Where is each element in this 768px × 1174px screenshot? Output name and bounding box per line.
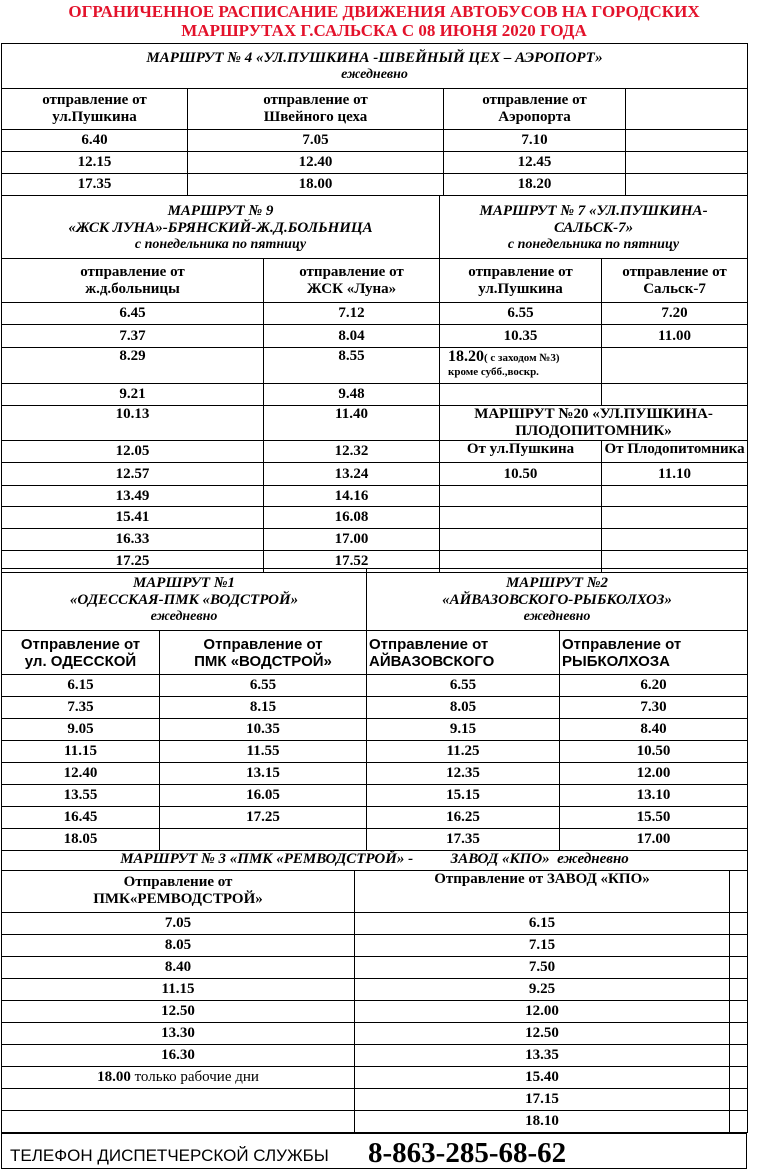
table-row: 16.30 13.35 [2,1044,748,1066]
table-row: 12.05 12.32 От ул.Пушкина От Плодопитомника [2,441,748,463]
route7-days: с понедельника по пятницу [507,236,680,252]
dispatcher-phone: 8-863-285-68-62 [368,1137,567,1169]
route9-table [1,195,748,573]
table-row: 13.30 12.50 [2,1022,748,1044]
table-row: 8.29 8.55 18.20( с заходом №3) кроме субб.,воскр. [2,348,748,384]
route4-days: ежедневно [341,67,408,82]
table-row: 11.15 9.25 [2,978,748,1000]
route4-title: МАРШРУТ № 4 «УЛ.ПУШКИНА -ШВЕЙНЫЙ ЦЕХ – АЭРОПОРТ» [146,50,603,66]
route4-col3-header: отправление от Аэропорта [444,89,626,130]
table-row: 17.35 18.00 18.20 [2,174,748,196]
route3-table [1,850,748,1133]
table-row: 18.10 [2,1110,748,1132]
page-title-line1: ОГРАНИЧЕННОЕ РАСПИСАНИЕ ДВИЖЕНИЯ АВТОБУСОВ НА ГОРОДСКИХ [68,2,700,21]
table-row: 9.05 10.35 9.15 8.40 [2,719,748,741]
table-row: 12.57 13.24 10.50 11.10 [2,463,748,486]
table-row: 13.49 14.16 [2,486,748,507]
table-row: 7.05 6.15 [2,912,748,934]
route9-days: с понедельника по пятницу [134,236,307,252]
route9-title1: МАРШРУТ № 9 [167,202,274,219]
table-row: 17.15 [2,1088,748,1110]
table-row: 6.45 7.12 6.55 7.20 [2,303,748,325]
route1-2-table [1,568,748,851]
route7-col2-header: отправление от Сальск-7 [602,259,748,303]
table-row: 7.37 8.04 10.35 11.00 [2,325,748,348]
route4-col2-header: отправление от Швейного цеха [188,89,444,130]
route4-header [2,44,748,89]
table-row: 15.41 16.08 [2,507,748,529]
page-title-line2: МАРШРУТАХ Г.САЛЬСКА С 08 ИЮНЯ 2020 ГОДА [181,21,587,40]
route7-header [440,196,748,259]
table-row: 6.15 6.55 6.55 6.20 [2,675,748,697]
table-row: 7.35 8.15 8.05 7.30 [2,697,748,719]
route7-col1-header: отправление от ул.Пушкина [440,259,602,303]
table-row: 18.00 только рабочие дни 15.40 [2,1066,748,1088]
route9-col1-header: отправление от ж.д.больницы [2,259,264,303]
page-title [0,2,768,40]
route3-col2-header: Отправление от ЗАВОД «КПО» [355,870,730,912]
table-row: 18.05 17.35 17.00 [2,829,748,851]
route4-table [1,43,748,196]
route1-col2-header: Отправление от ПМК «ВОДСТРОЙ» [160,631,367,675]
route9-title2: «ЖСК ЛУНА»-БРЯНСКИЙ-Ж.Д.БОЛЬНИЦА [68,219,373,236]
table-row: 12.40 13.15 12.35 12.00 [2,763,748,785]
route9-col2-header: отправление от ЖСК «Луна» [264,259,440,303]
route2-col1-header: Отправление от АЙВАЗОВСКОГО [367,631,560,675]
route20-col1-header: От ул.Пушкина [440,441,602,463]
route20-col2-header: От Плодопитомника [602,441,748,463]
footer [1,1133,747,1169]
route3-header: МАРШРУТ № 3 «ПМК «РЕМВОДСТРОЙ» - ЗАВОД «КПО» ежедневно [2,850,748,870]
route2-header: МАРШРУТ №2 «АЙВАЗОВСКОГО-РЫБКОЛХОЗ» ежедневно [367,569,748,631]
table-row: 17.25 17.52 [2,551,748,573]
table-row: 16.33 17.00 [2,529,748,551]
route9-header [2,196,440,259]
route3-workdays-note: только рабочие дни [130,1068,259,1085]
table-row: 11.15 11.55 11.25 10.50 [2,741,748,763]
table-row: 13.55 16.05 15.15 13.10 [2,785,748,807]
route1-col1-header: Отправление от ул. ОДЕССКОЙ [2,631,160,675]
route7-title2: САЛЬСК-7» [553,219,634,236]
table-row: 9.21 9.48 [2,384,748,406]
route20-header: МАРШРУТ №20 «УЛ.ПУШКИНА- ПЛОДОПИТОМНИК» [440,406,748,441]
route3-col1-header: Отправление от ПМК«РЕМВОДСТРОЙ» [2,870,355,912]
table-row: 6.40 7.05 7.10 [2,130,748,152]
table-row: 12.15 12.40 12.45 [2,152,748,174]
footer-label: ТЕЛЕФОН ДИСПЕТЧЕРСКОЙ СЛУЖБЫ [10,1146,329,1165]
route2-col2-header: Отправление от РЫБКОЛХОЗА [560,631,748,675]
table-row: 8.40 7.50 [2,956,748,978]
table-row: 12.50 12.00 [2,1000,748,1022]
route4-col1-header: отправление от ул.Пушкина [2,89,188,130]
table-row: 16.45 17.25 16.25 15.50 [2,807,748,829]
table-row: 10.13 11.40 МАРШРУТ №20 «УЛ.ПУШКИНА- ПЛОДОПИТОМНИК» [2,406,748,441]
route7-title1: МАРШРУТ № 7 «УЛ.ПУШКИНА- [479,202,708,219]
table-row: 8.05 7.15 [2,934,748,956]
route1-header: МАРШРУТ №1 «ОДЕССКАЯ-ПМК «ВОДСТРОЙ» ежедневно [2,569,367,631]
route7-special: 18.20( с заходом №3) кроме субб.,воскр. [440,348,602,384]
